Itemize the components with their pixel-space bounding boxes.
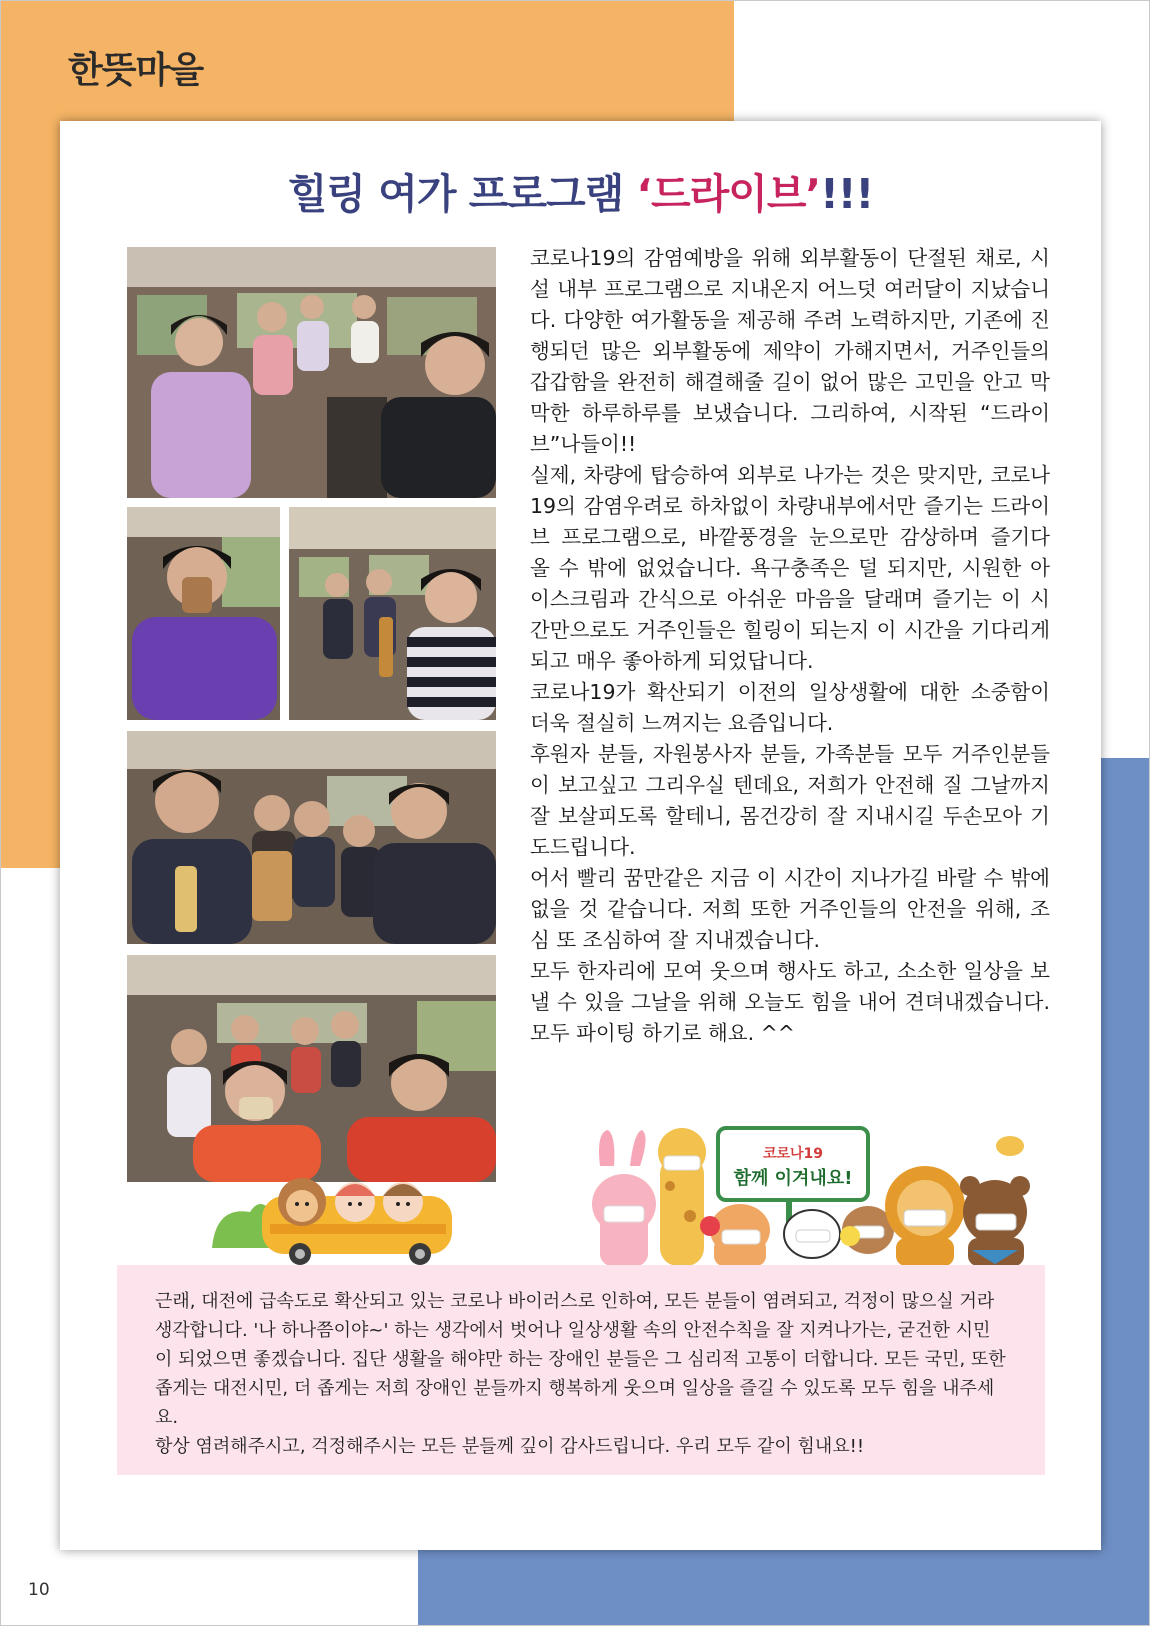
article-body — [530, 243, 1050, 1049]
title-suffix: !!! — [820, 170, 874, 218]
photo-van-group-1 — [127, 247, 496, 498]
article-paragraph: 코로나19의 감염예방을 위해 외부활동이 단절된 채로, 시설 내부 프로그램으로 지내온지 어느덧 여러달이 지났습니다. 다양한 여가활동을 제공해 주려 노력하지만, 기존에 진행되던 많은 외부활동에 제약이 가해지면서, 거주인들의 갑갑함을 완전히 해결해줄 길이 없어 많은 고민을 안고 막막한 하루하루를 보냈습니다. 그리하여, 시작된 “드라이브”나들이!! — [530, 246, 1050, 456]
sign-line-1: 코로나19 — [762, 1146, 824, 1162]
bus-illustration — [210, 1166, 460, 1266]
title-prefix: 힐링 여가 프로그램 — [287, 170, 637, 218]
sign-line-2: 함께 이겨내요! — [733, 1168, 853, 1189]
message-paragraph: 근래, 대전에 급속도로 확산되고 있는 코로나 바이러스로 인하여, 모든 분들이 염려되고, 걱정이 많으실 거라 생각합니다. '나 하나쯤이야~' 하는 생각에서 벗어나 일상생활 속의 안전수칙을 잘 지켜나가는, 굳건한 시민이 되었으면 좋겠습니다. 집단 생활을 해야만 하는 장애인 분들은 그 심리적 고통이 더합니다. 모든 국민, 또한 좁게는 대전시민, 더 좁게는 저희 장애인 분들까지 행복하게 웃으며 일상을 즐길 수 있도록 모두 힘을 내주세요. — [155, 1291, 1006, 1428]
article-paragraph: 모두 한자리에 모여 웃으며 행사도 하고, 소소한 일상을 보낼 수 있을 그날을 위해 오늘도 힘을 내어 견뎌내겠습니다. 모두 파이팅 하기로 해요. ^^ — [530, 959, 1050, 1045]
section-title: 한뜻마을 — [68, 50, 204, 91]
photo-van-group-3 — [127, 731, 496, 944]
article-paragraph: 어서 빨리 꿈만같은 지금 이 시간이 지나가길 바랄 수 밖에 없을 것 같습니다. 저희 또한 거주인들의 안전을 위해, 조심 또 조심하여 잘 지내겠습니다. — [530, 866, 1050, 952]
photo-van-group-2 — [289, 507, 496, 720]
photo-resident-eating — [127, 507, 280, 720]
animals-illustration — [590, 1126, 1045, 1266]
message-paragraph: 항상 염려해주시고, 걱정해주시는 모든 분들께 깊이 감사드립니다. 우리 모두 같이 힘내요!! — [155, 1436, 865, 1457]
article-paragraph: 실제, 차량에 탑승하여 외부로 나가는 것은 맞지만, 코로나 19의 감염우려로 하차없이 차량내부에서만 즐기는 드라이브 프로그램으로, 바깥풍경을 눈으로만 감상하며 즐기다 올 수 밖에 없었습니다. 욕구충족은 덜 되지만, 시원한 아이스크림과 간식으로 아쉬운 마음을 달래며 즐기는 이 시간만으로도 거주인들은 힐링이 되는지 이 시간을 기다리게 되고 매우 좋아하게 되었답니다. — [530, 463, 1050, 673]
article-paragraph: 코로나19가 확산되기 이전의 일상생활에 대한 소중함이 더욱 절실히 느껴지는 요즘입니다. — [530, 680, 1050, 735]
photo-van-group-4 — [127, 955, 496, 1182]
title-highlight: ‘드라이브’ — [636, 170, 821, 218]
article-title — [60, 161, 1101, 220]
message-box — [117, 1265, 1045, 1475]
page-number: 10 — [28, 1580, 50, 1600]
article-card — [60, 121, 1101, 1550]
article-paragraph: 후원자 분들, 자원봉사자 분들, 가족분들 모두 거주인분들이 보고싶고 그리우실 텐데요, 저희가 안전해 질 그날까지 잘 보살피도록 할테니, 몸건강히 잘 지내시길 두손모아 기도드립니다. — [530, 742, 1050, 859]
